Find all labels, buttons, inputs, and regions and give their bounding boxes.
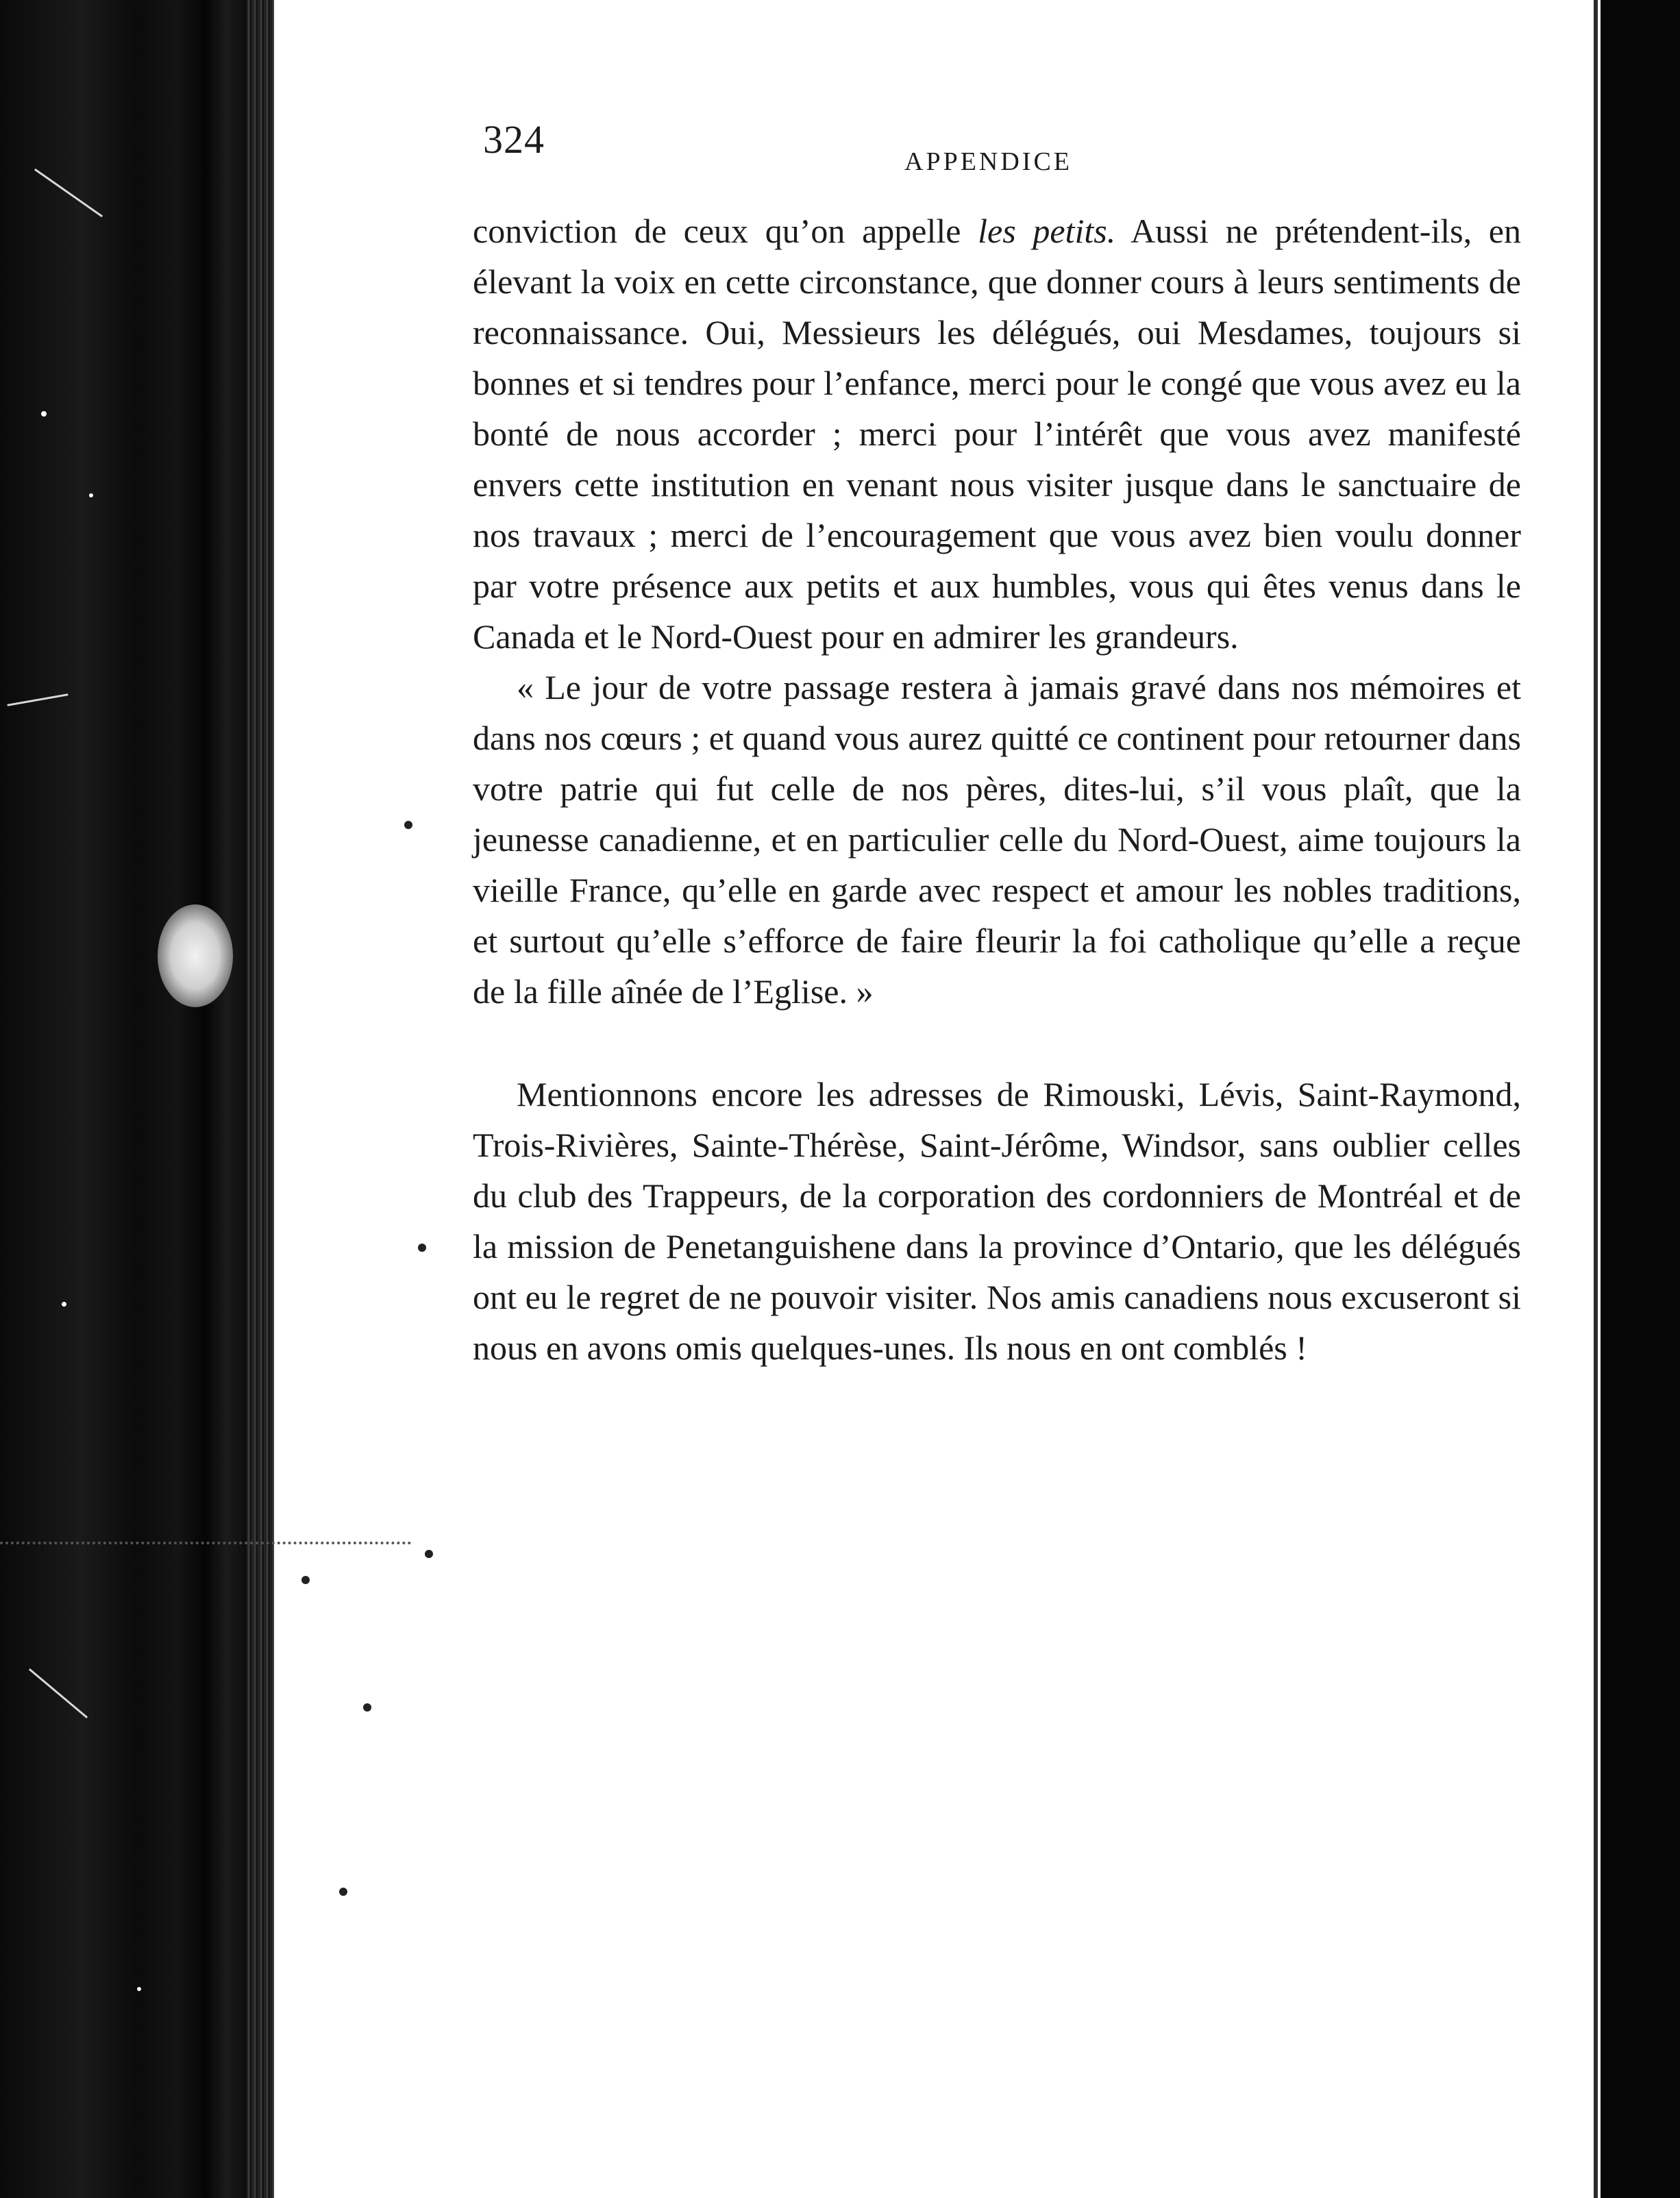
stray-dot bbox=[301, 1576, 310, 1584]
page-number: 324 bbox=[483, 117, 545, 162]
paragraph bbox=[473, 206, 1521, 662]
italic-phrase: les petits. bbox=[978, 212, 1116, 250]
worn-spot bbox=[158, 904, 233, 1007]
spine-speck bbox=[41, 411, 47, 417]
paragraph: Mentionnons encore les adresses de Rimouski, Lévis, Saint-Raymond, Trois-Rivières, Sainte-Thérèse, Saint-Jérôme, Windsor, sans oublier celles du club des Trappeurs, de la corporation des cordonniers de Montréal et de la mission de Penetanguishene dans la province d’Ontario, que les délégués ont eu le regret de ne pouvoir visiter. Nos amis canadiens nous excuseront si nous en avons omis quelques-unes. Ils nous en ont comblés ! bbox=[473, 1075, 1521, 1367]
spine-speck bbox=[89, 493, 93, 497]
quoted-paragraph: « Le jour de votre passage restera à jamais gravé dans nos mémoires et dans nos cœurs ; et quand vous aurez quitté ce continent pour retourner dans votre patrie qui fut celle de nos pères, dites-lui, s’il vous plaît, que la jeunesse canadienne, et en particulier celle du Nord-Ouest, aime toujours la vieille France, qu’elle en garde avec respect et amour les nobles traditions, et surtout qu’elle s’efforce de faire fleurir la foi catholique qu’elle a reçue de la fille aînée de l’Eglise. » bbox=[473, 668, 1521, 1011]
page-stack-edge bbox=[247, 0, 274, 2198]
spine-speck bbox=[62, 1302, 66, 1307]
paragraph-text: conviction de ceux qu’on appelle bbox=[473, 212, 978, 250]
running-head: APPENDICE bbox=[904, 147, 1073, 176]
stray-dot bbox=[339, 1888, 347, 1896]
paragraph-text: Aussi ne prétendent-ils, en élevant la voix en cette circonstance, que donner cours à leurs sentiments de reconnaissance. Oui, Messieurs les délégués, oui Mesdames, toujours si bonnes et si tendres pour l’enfance, merci pour le congé que vous avez eu la bonté de nous accorder ; merci pour l’intérêt que vous avez manifesté envers cette institution en venant nous visiter jusque dans le sanctuaire de nos travaux ; merci de l’encouragement que vous avez bien voulu donner par votre présence aux petits et aux humbles, vous qui êtes venus dans le Canada et le Nord-Ouest pour en admirer les grandeurs. bbox=[473, 212, 1521, 656]
stray-dot bbox=[363, 1703, 371, 1712]
stray-dotted-mark bbox=[0, 1542, 411, 1544]
spine-speck bbox=[137, 1987, 141, 1991]
stray-dot bbox=[425, 1550, 433, 1558]
stray-dot bbox=[418, 1244, 426, 1252]
book-spine bbox=[0, 0, 260, 2198]
body-text bbox=[473, 206, 1521, 1373]
right-page-edge bbox=[1601, 0, 1680, 2198]
stray-dot bbox=[404, 821, 412, 829]
right-page-gutter bbox=[1594, 0, 1598, 2198]
